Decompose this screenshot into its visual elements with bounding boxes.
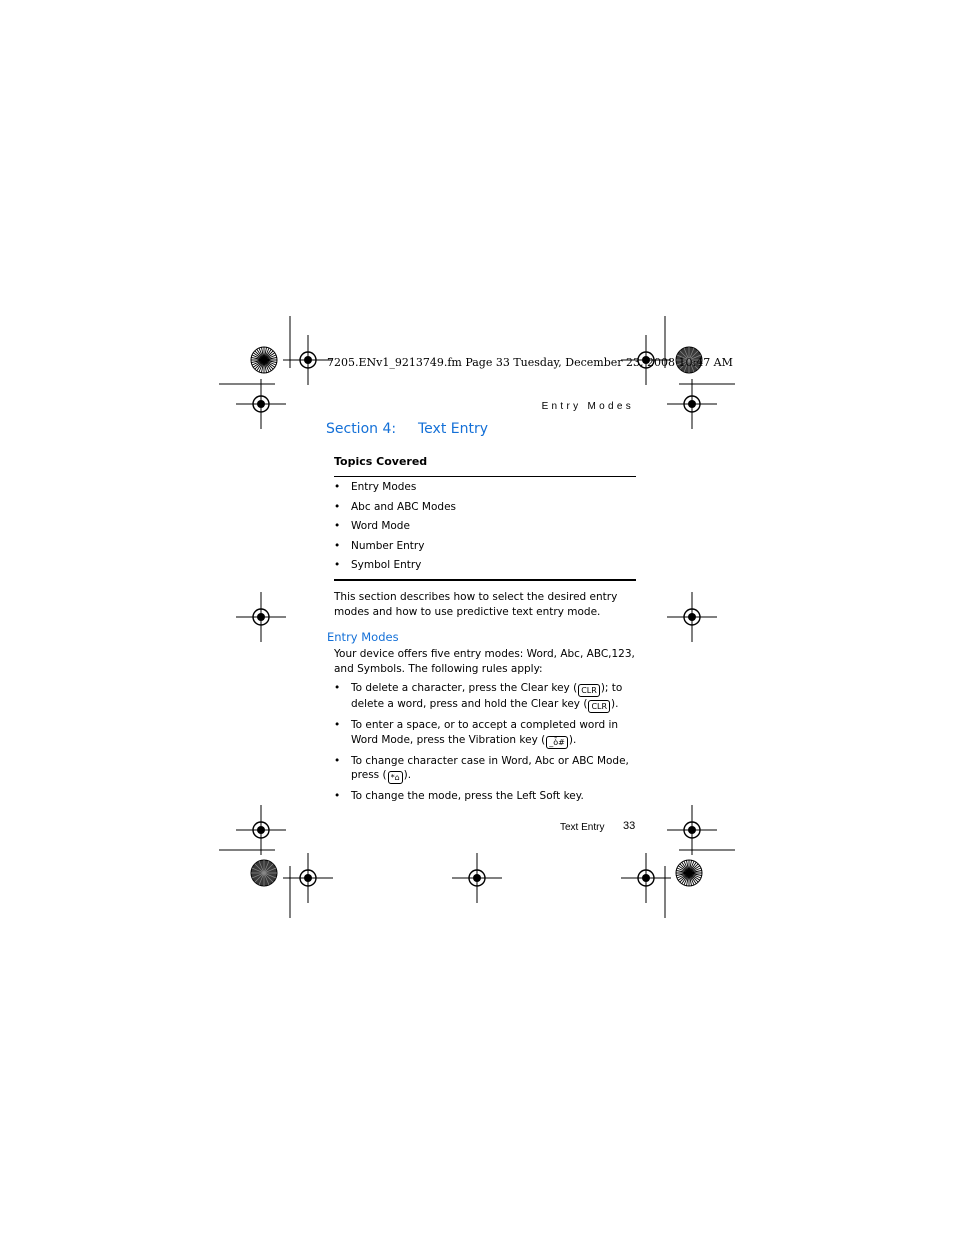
page-number: 33: [623, 820, 636, 832]
rule-item: • To enter a space, or to accept a completed word in Word Mode, press the Vibration key ( _ȱ# ).: [334, 718, 638, 749]
clear-key-icon: CLR: [588, 700, 610, 713]
running-head: Entry Modes: [541, 401, 634, 412]
rules-list: [334, 681, 638, 809]
footer-label: Text Entry: [560, 822, 605, 833]
rule-item: • To change character case in Word, Abc or ABC Mode, press ( *⌂ ).: [334, 754, 638, 785]
topics-top-rule: [334, 476, 636, 477]
section-title: [326, 421, 488, 437]
topics-bottom-rule: [334, 579, 636, 581]
entry-modes-intro: Your device offers five entry modes: Word, Abc, ABC,123, and Symbols. The following rules apply:: [334, 648, 635, 675]
vibration-key-icon: _ȱ#: [546, 736, 568, 749]
rule-item: • To delete a character, press the Clear key ( CLR ); to delete a word, press and hold the Clear key ( CLR ).: [334, 681, 638, 713]
star-key-icon: *⌂: [388, 771, 403, 784]
topic-item: • Entry Modes: [334, 480, 456, 500]
topic-item: • Word Mode: [334, 519, 456, 539]
rule-item: • To change the mode, press the Left Soft key.: [334, 789, 638, 804]
topic-item: • Symbol Entry: [334, 558, 456, 578]
section-name: Text Entry: [418, 421, 489, 437]
file-header: 7205.ENv1_9213749.fm Page 33 Tuesday, December 23, 2008 10:47 AM: [327, 356, 733, 369]
section-number: Section 4:: [326, 421, 397, 437]
topics-list: [334, 480, 456, 578]
topics-heading: Topics Covered: [334, 455, 428, 468]
topic-item: • Number Entry: [334, 539, 456, 559]
entry-modes-heading: Entry Modes: [327, 630, 399, 644]
topic-item: • Abc and ABC Modes: [334, 500, 456, 520]
clear-key-icon: CLR: [578, 684, 600, 697]
section-intro: This section describes how to select the desired entry modes and how to use predictive text entry mode.: [334, 591, 618, 618]
